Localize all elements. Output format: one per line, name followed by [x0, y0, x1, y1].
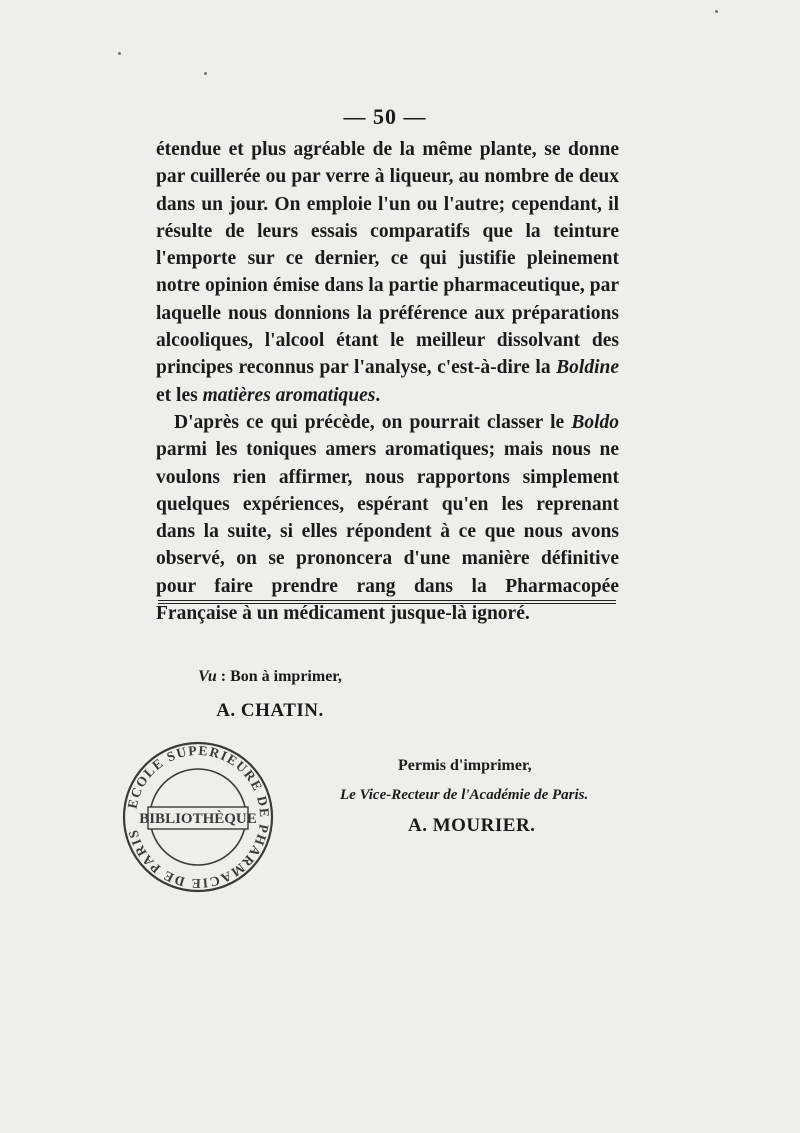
speck — [204, 72, 207, 75]
body-text — [156, 136, 619, 627]
paragraph-2 — [156, 409, 619, 627]
permission-signer: A. MOURIER. — [408, 815, 536, 836]
approval-line — [0, 668, 540, 686]
paragraph-1 — [156, 136, 619, 409]
italic-term: Boldo — [571, 411, 619, 433]
vu-text: : Bon à imprimer, — [216, 668, 342, 685]
text-run: parmi les toniques amers aromatiques; mais nous ne voulons rien affirmer, nous rapportons simplement quelques expériences, espérant qu'en les reprenant dans la suite, si elles répondent à ce que nous avons observé, on se prononcera d'une manière définitive pour faire prendre rang dans la Pharmacopée Française à un médicament jusque-là ignoré. — [156, 439, 619, 625]
permission-title: Permis d'imprimer, — [398, 757, 532, 774]
stamp-center-text: BIBLIOTHÈQUE — [139, 811, 257, 827]
speck — [118, 52, 121, 55]
text-run: étendue et plus agréable de la même plante, se donne par cuillerée ou par verre à liqueur, au nombre de deux dans un jour. On emploie l'un ou l'autre; cependant, il résulte de leurs essais comparatifs que la teinture l'emporte sur ce dernier, ce qui justifie pleinement notre opinion émise dans la partie pharmaceutique, par laquelle nous donnions la préférence aux préparations alcooliques, l'alcool étant le meilleur dissolvant des principes reconnus par l'analyse, c'est-à-dire la — [156, 139, 619, 379]
vu-label: Vu — [198, 668, 217, 685]
italic-term: matières aromatiques — [202, 384, 376, 406]
text-run: D'après ce qui précède, on pourrait classer le — [174, 411, 572, 433]
approval-signer: A. CHATIN. — [216, 700, 324, 721]
stamp-ring-text: ECOLE SUPERIEURE DE PHARMACIE DE PARIS — [124, 742, 273, 892]
italic-term: Boldine — [556, 357, 619, 379]
page-number: — 50 — — [343, 104, 427, 129]
permission-role: Le Vice-Recteur de l'Académie de Paris. — [340, 787, 589, 803]
library-stamp — [118, 737, 278, 897]
section-divider — [158, 600, 616, 604]
text-run: et les — [156, 384, 203, 406]
speck — [715, 10, 718, 13]
text-run: . — [375, 384, 381, 406]
